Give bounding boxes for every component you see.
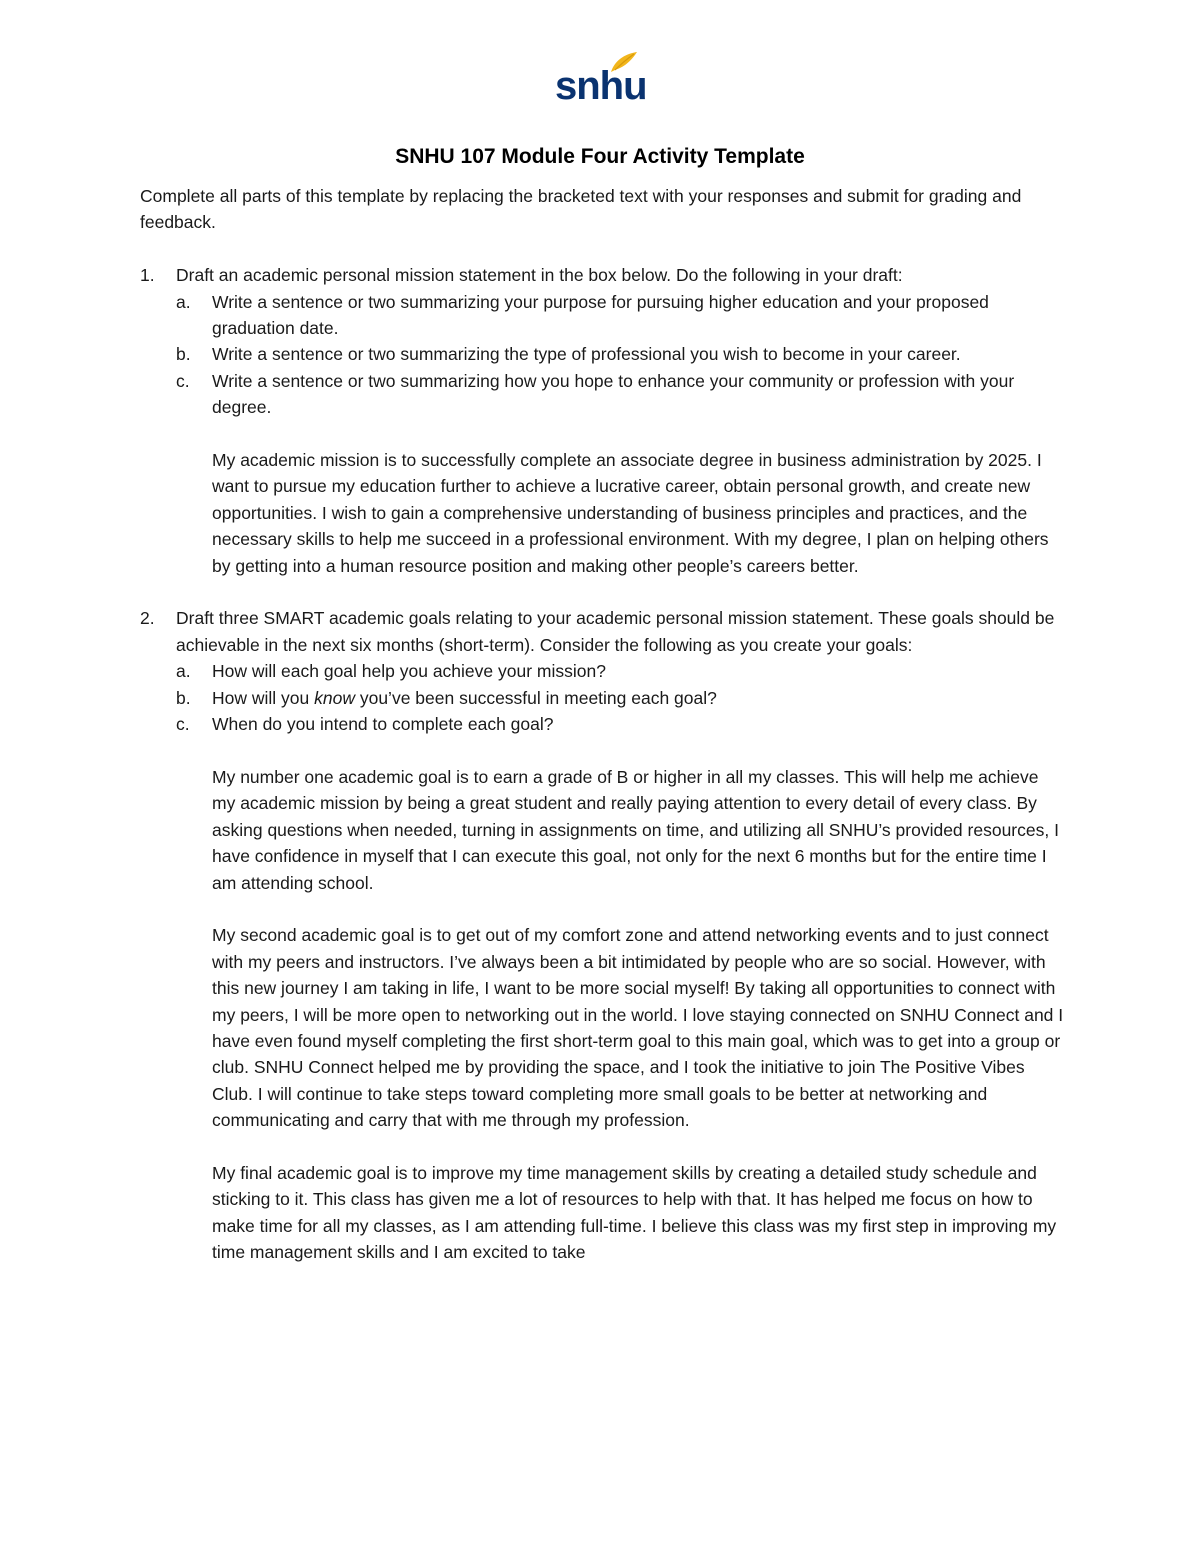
intro-paragraph: Complete all parts of this template by replacing the bracketed text with your responses and submit for grading and feedback. — [140, 186, 1022, 233]
response-paragraph: My final academic goal is to improve my time management skills by creating a detailed study schedule and sticking to it. This class has given me a lot of resources to help with that. It has helped me focus on how to make time for all my classes, as I am attending full-time. I believe this class was my first step in improving my time management skills and I am excited to take — [212, 1162, 1057, 1263]
question-number: 2. — [140, 608, 155, 629]
list-item-letter: a. — [176, 661, 191, 682]
list-item-text: When do you intend to complete each goal? — [212, 714, 554, 735]
question-2-prompt — [140, 605, 1065, 658]
text-segment: you’ve been successful in meeting each goal? — [354, 687, 717, 708]
question-1 — [140, 262, 1065, 579]
emphasized-word: know — [314, 687, 355, 708]
list-item-text: Write a sentence or two summarizing how you hope to enhance your community or profession with your degree. — [212, 370, 1015, 418]
list-item-letter: c. — [176, 714, 190, 735]
list-item-text: Write a sentence or two summarizing the type of professional you wish to become in your career. — [212, 344, 961, 365]
list-item-text — [212, 688, 717, 708]
list-item — [176, 685, 1065, 711]
response-paragraph: My number one academic goal is to earn a grade of B or higher in all my classes. This will help me achieve my academic mission by being a great student and really paying attention to every detail of every class. By asking questions when needed, turning in assignments on time, and utilizing all SNHU’s provided resources, I have confidence in myself that I can execute this goal, not only for the next 6 months but for the entire time I am attending school. — [212, 766, 1059, 893]
response-paragraph: My second academic goal is to get out of my comfort zone and attend networking events and to just connect with my peers and instructors. I’ve always been a bit intimidated by people who are so social. However, with this new journey I am taking in life, I want to be more social myself! By taking all opportunities to connect with my peers, I will be more open to networking out in the world. I love staying connected on SNHU Connect and I have even found myself completing the first short-term goal to this main goal, which was to get into a group or club. SNHU Connect helped me by providing the space, and I took the initiative to join The Positive Vibes Club. I will continue to take steps toward completing more small goals to be better at networking and communicating and carry that with me through my profession. — [212, 925, 1064, 1131]
question-2 — [140, 605, 1065, 1265]
question-text: Draft an academic personal mission statement in the box below. Do the following in your draft: — [176, 265, 903, 286]
document-body — [140, 183, 1065, 1266]
list-item — [176, 368, 1065, 421]
question-1-prompt — [140, 262, 1065, 288]
question-2-subitems — [176, 658, 1065, 737]
snhu-logo — [555, 50, 647, 110]
list-item — [176, 658, 1065, 684]
question-text: Draft three SMART academic goals relating to your academic personal mission statement. These goals should be achievable in the next six months (short-term). Consider the following as you create your goals: — [176, 608, 1055, 655]
list-item — [176, 289, 1065, 342]
question-number: 1. — [140, 265, 155, 286]
list-item-letter: b. — [176, 344, 191, 365]
list-item-letter: b. — [176, 687, 191, 708]
question-1-subitems — [176, 289, 1065, 421]
list-item — [176, 711, 1065, 737]
response-paragraph: My academic mission is to successfully complete an associate degree in business administration by 2025. I want to pursue my education further to achieve a lucrative career, obtain personal growth, and create new opportunities. I wish to gain a comprehensive understanding of business principles and practices, and the necessary skills to help me succeed in a professional environment. With my degree, I plan on helping others by getting into a human resource position and making other people’s careers better. — [212, 450, 1049, 576]
page-title: SNHU 107 Module Four Activity Template — [395, 145, 805, 168]
logo-wordmark: snhu — [555, 64, 647, 108]
text-segment: How will you — [212, 687, 315, 708]
list-item — [176, 341, 1065, 367]
list-item-text: How will each goal help you achieve your mission? — [212, 661, 606, 682]
list-item-letter: a. — [176, 291, 191, 312]
list-item-text: Write a sentence or two summarizing your purpose for pursuing higher education and your proposed graduation date. — [212, 291, 989, 339]
list-item-letter: c. — [176, 370, 190, 391]
